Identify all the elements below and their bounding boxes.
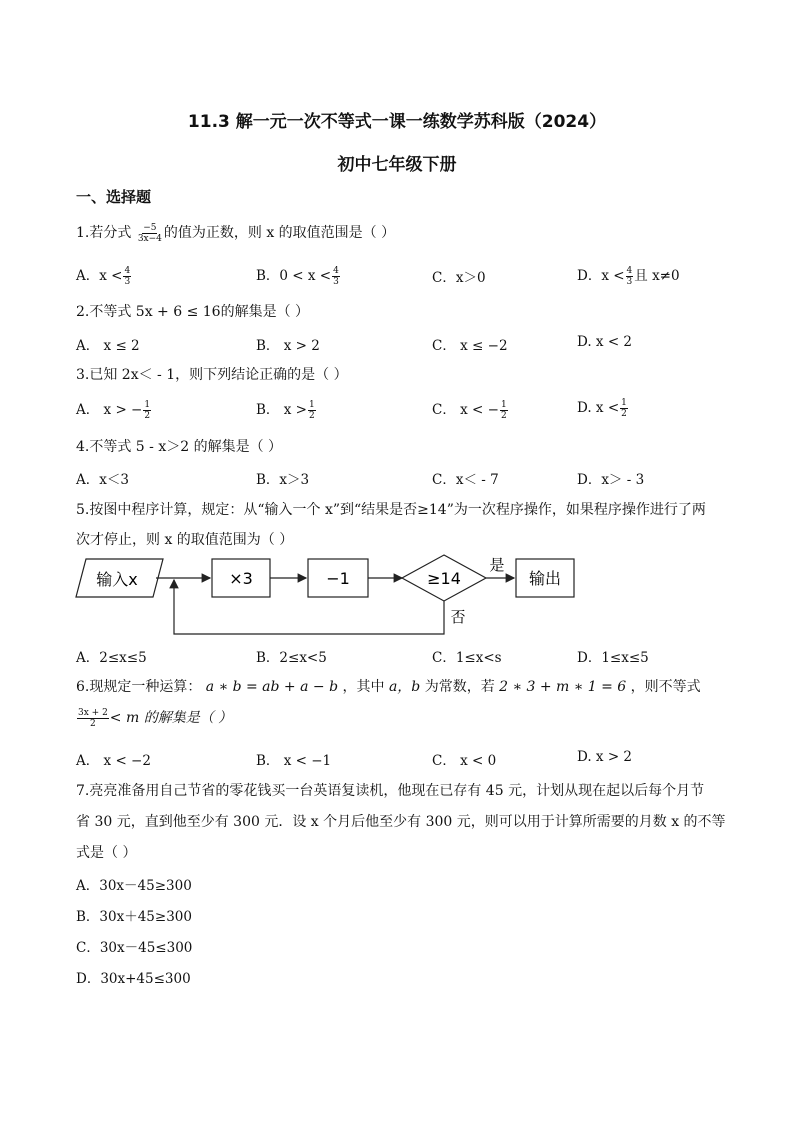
q2-option-b[interactable]: B． x > 2 bbox=[256, 338, 320, 354]
q1-option-a[interactable]: A．x < $\frac{4}{3}$ bbox=[76, 266, 131, 287]
q1-option-b[interactable]: B．0 < x < $\frac{4}{3}$ bbox=[256, 266, 339, 287]
q6-operation-rule: a ∗ b = ab + a − b bbox=[201, 679, 343, 695]
flow-no-label: 否 bbox=[450, 608, 466, 626]
q1-option-d[interactable]: D．x < $\frac{4}{3}$ 且 x≠0 bbox=[577, 266, 680, 287]
question-6-line-2: $\frac{3x + 2}{2}$ < m 的解集是（ ） bbox=[78, 707, 233, 729]
q4-option-a[interactable]: A．x＜3 bbox=[76, 472, 129, 488]
q5-option-c[interactable]: C．1≤x<s bbox=[432, 650, 502, 666]
q5-option-d[interactable]: D．1≤x≤5 bbox=[577, 650, 649, 666]
q1-fraction: $\frac{-5}{3x-4}$ bbox=[137, 222, 162, 244]
q4-option-c[interactable]: C．x＜ - 7 bbox=[432, 472, 499, 488]
q5-option-b[interactable]: B．2≤x<5 bbox=[256, 650, 327, 666]
q7-option-c[interactable]: C．30x－45≤300 bbox=[76, 940, 193, 956]
flow-output-label: 输出 bbox=[528, 569, 562, 588]
question-7-line-3: 式是（ ） bbox=[76, 845, 137, 861]
flow-loop-arrow bbox=[174, 580, 444, 634]
q6-fraction: $\frac{3x + 2}{2}$ bbox=[78, 707, 108, 729]
q2-option-d[interactable]: D. x < 2 bbox=[577, 334, 633, 350]
question-2: 2.不等式 5x + 6 ≤ 16的解集是（ ） bbox=[76, 304, 310, 320]
q6-option-a[interactable]: A． x < −2 bbox=[76, 753, 151, 769]
q1-text-pre: 1.若分式 bbox=[76, 225, 136, 241]
question-5-line-2: 次才停止，则 x 的取值范围为（ ） bbox=[76, 532, 294, 548]
flow-subtract-label: −1 bbox=[326, 569, 350, 588]
section-heading: 一、选择题 bbox=[76, 188, 152, 206]
flow-yes-label: 是 bbox=[489, 556, 505, 574]
q3-option-a[interactable]: A． x > − $\frac{1}{2}$ bbox=[76, 400, 151, 421]
q6-option-c[interactable]: C． x < 0 bbox=[432, 753, 497, 769]
flow-condition-label: ≥14 bbox=[427, 569, 461, 588]
q4-option-d[interactable]: D．x＞ - 3 bbox=[577, 472, 645, 488]
q1-text-post: 的值为正数，则 x 的取值范围是（ ） bbox=[163, 225, 396, 241]
q6-condition: 2 ∗ 3 + m ∗ 1 = 6 bbox=[499, 679, 627, 695]
q7-option-b[interactable]: B．30x＋45≥300 bbox=[76, 909, 192, 925]
q7-option-d[interactable]: D．30x+45≤300 bbox=[76, 971, 191, 987]
q4-option-b[interactable]: B．x＞3 bbox=[256, 472, 310, 488]
q3-option-c[interactable]: C． x < − $\frac{1}{2}$ bbox=[432, 400, 507, 421]
q3-option-d[interactable]: D. x < $\frac{1}{2}$ bbox=[577, 398, 627, 419]
q2-option-a[interactable]: A． x ≤ 2 bbox=[76, 338, 140, 354]
document-subtitle: 初中七年级下册 bbox=[337, 155, 457, 175]
question-7-line-1: 7.亮亮准备用自己节省的零花钱买一台英语复读机，他现在已存有 45 元，计划从现在起以后每个月节 bbox=[76, 783, 705, 799]
question-6-line-1: 6.现规定一种运算： a ∗ b = ab + a − b ，其中 a，b 为常数，若 2 ∗ 3 + m ∗ 1 = 6 ，则不等式 bbox=[76, 679, 701, 695]
question-4: 4.不等式 5 - x＞2 的解集是（ ） bbox=[76, 439, 283, 455]
q7-option-a[interactable]: A．30x－45≥300 bbox=[76, 878, 192, 894]
q6-option-d[interactable]: D. x > 2 bbox=[577, 749, 633, 765]
q1-option-c[interactable]: C．x＞0 bbox=[432, 270, 486, 286]
question-3: 3.已知 2x＜ - 1，则下列结论正确的是（ ） bbox=[76, 367, 348, 383]
flow-input-label: 输入x bbox=[96, 570, 138, 589]
q3-option-b[interactable]: B． x > $\frac{1}{2}$ bbox=[256, 400, 315, 421]
question-7-line-2: 省 30 元，直到他至少有 300 元．设 x 个月后他至少有 300 元，则可以用于计算所需要的月数 x 的不等 bbox=[76, 814, 726, 830]
document-title: 11.3 解一元一次不等式一课一练数学苏科版（2024） bbox=[187, 112, 607, 132]
question-5-line-1: 5.按图中程序计算，规定：从“输入一个 x”到“结果是否≥14”为一次程序操作，如果程序操作进行了两 bbox=[76, 502, 706, 518]
q5-option-a[interactable]: A．2≤x≤5 bbox=[76, 650, 147, 666]
q2-option-c[interactable]: C． x ≤ −2 bbox=[432, 338, 508, 354]
q6-option-b[interactable]: B． x < −1 bbox=[256, 753, 332, 769]
flow-multiply-label: ×3 bbox=[229, 569, 253, 588]
